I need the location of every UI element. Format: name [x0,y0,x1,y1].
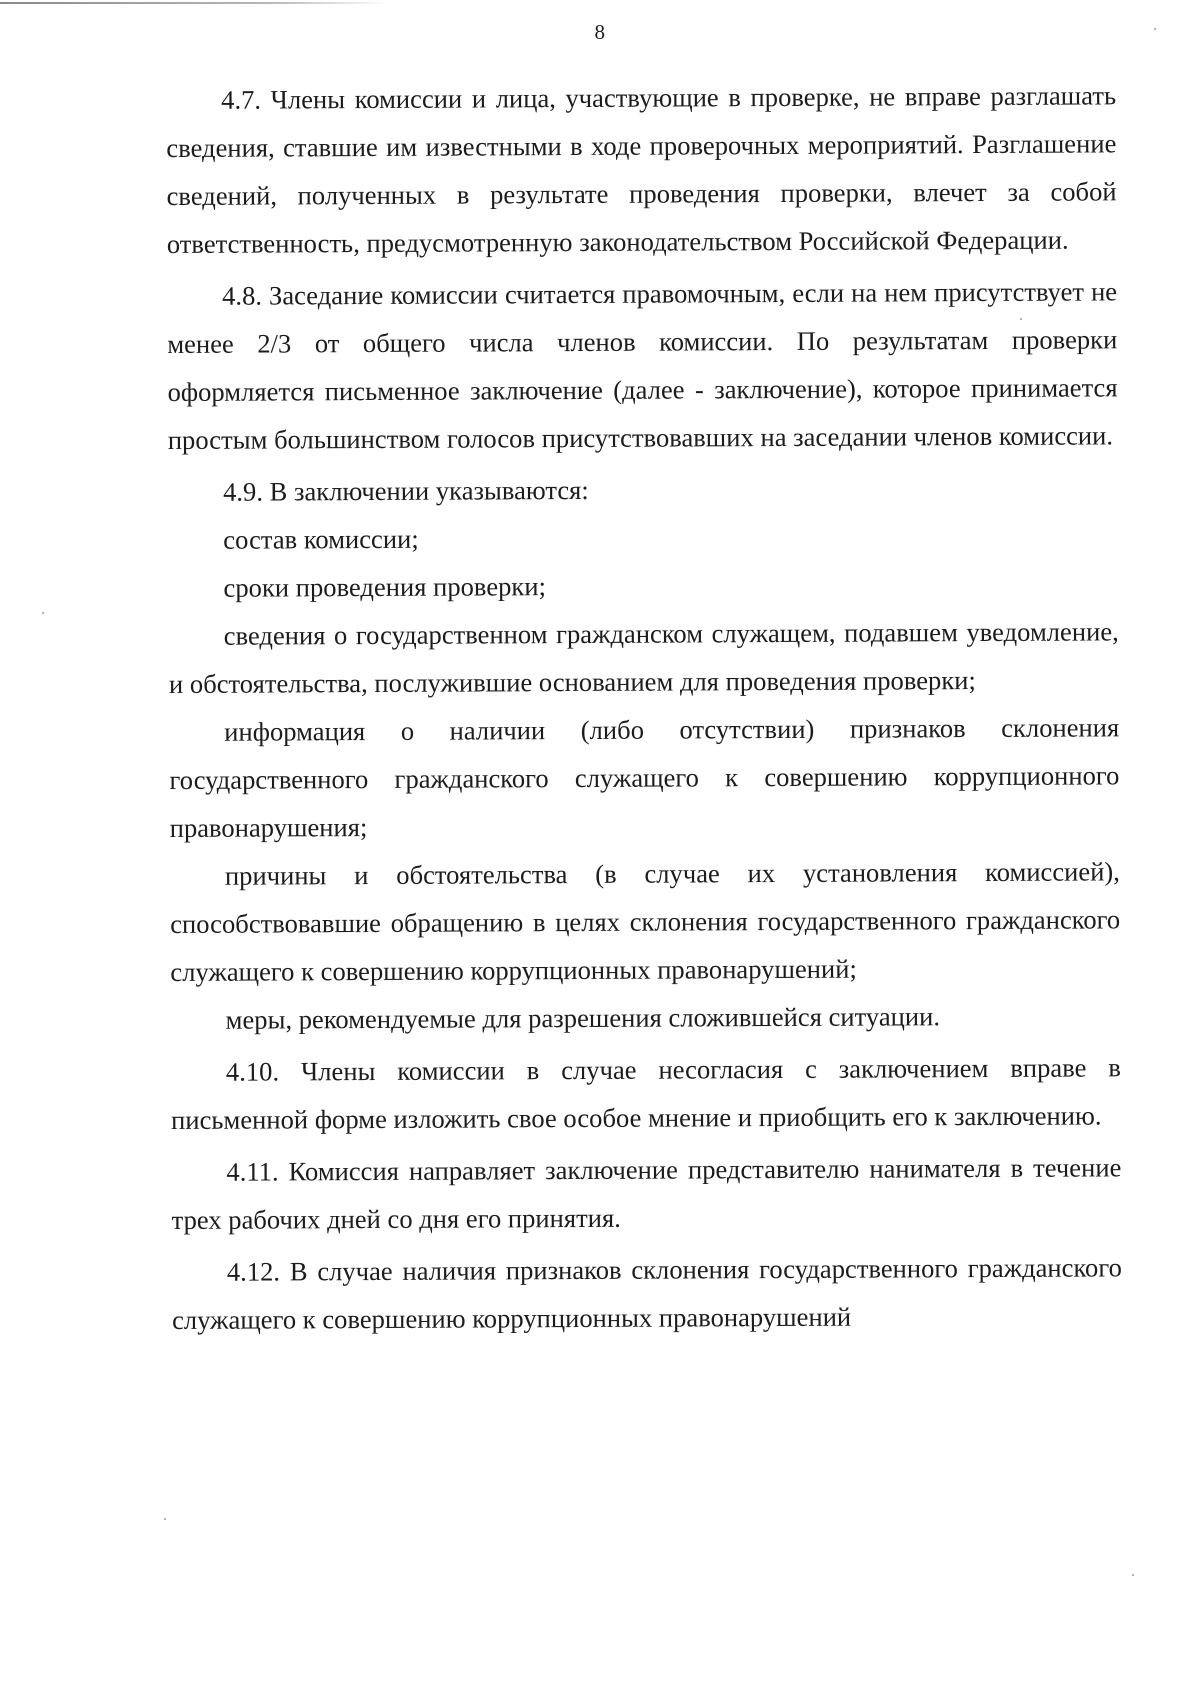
paragraph-4-10: 4.10. Члены комиссии в случае несогласия с заключением вправе в письменной форме изложить свое особое мнение и приобщить его к заключению. [171,1052,1121,1135]
list-item-signs-info: информация о наличии (либо отсутствии) признаков склонения государственного гражданского служащего к совершению коррупционного правонарушения; [169,712,1120,843]
scan-speck [1020,318,1022,320]
document-body [166,71,1122,1344]
list-item-terms: сроки проведения проверки; [223,571,547,603]
list-item-employee-info: сведения о государственном гражданском служащем, подавшем уведомление, и обстоятельства, послужившие основанием для проведения проверки; [168,616,1119,699]
scan-speck [42,612,44,614]
page-number: 8 [594,20,606,44]
list-item-composition: состав комиссии; [223,523,419,555]
scan-speck [1132,1574,1134,1576]
scan-speck [164,1518,166,1520]
paragraph-4-8: 4.8. Заседание комиссии считается правомочным, если на нем присутствует не менее 2/3 от общего числа членов комиссии. По результатам проверки оформляется письменное заключение (далее - заключение), которое принимается простым большинством голосов присутствовавших на заседании членов комиссии. [167,276,1118,455]
paragraph-4-11: 4.11. Комиссия направляет заключение представителю нанимателя в течение трех рабочих дней со дня его принятия. [171,1152,1122,1235]
paragraph-4-12: 4.12. В случае наличия признаков склонения государственного гражданского служащего к совершению коррупционных правонарушений [172,1252,1122,1335]
paragraph-4-7: 4.7. Члены комиссии и лица, участвующие в проверке, не вправе разглашать сведения, ставшие им известными в ходе проверочных мероприятий. Разглашение сведений, полученных в результате проведения проверки, влечет за собой ответственность, предусмотренную законодательством Российской Федерации. [166,80,1117,259]
scan-speck [1154,28,1156,30]
list-item-measures: меры, рекомендуемые для разрешения сложившейся ситуации. [225,1001,941,1035]
scan-edge-line [0,2,390,4]
paragraph-4-9: 4.9. В заключении указываются: [222,474,589,507]
list-item-reasons: причины и обстоятельства (в случае их установления комиссией), способствовавшие обращению в целях склонения государственного гражданского служащего к совершению коррупционных правонарушений; [170,856,1121,987]
